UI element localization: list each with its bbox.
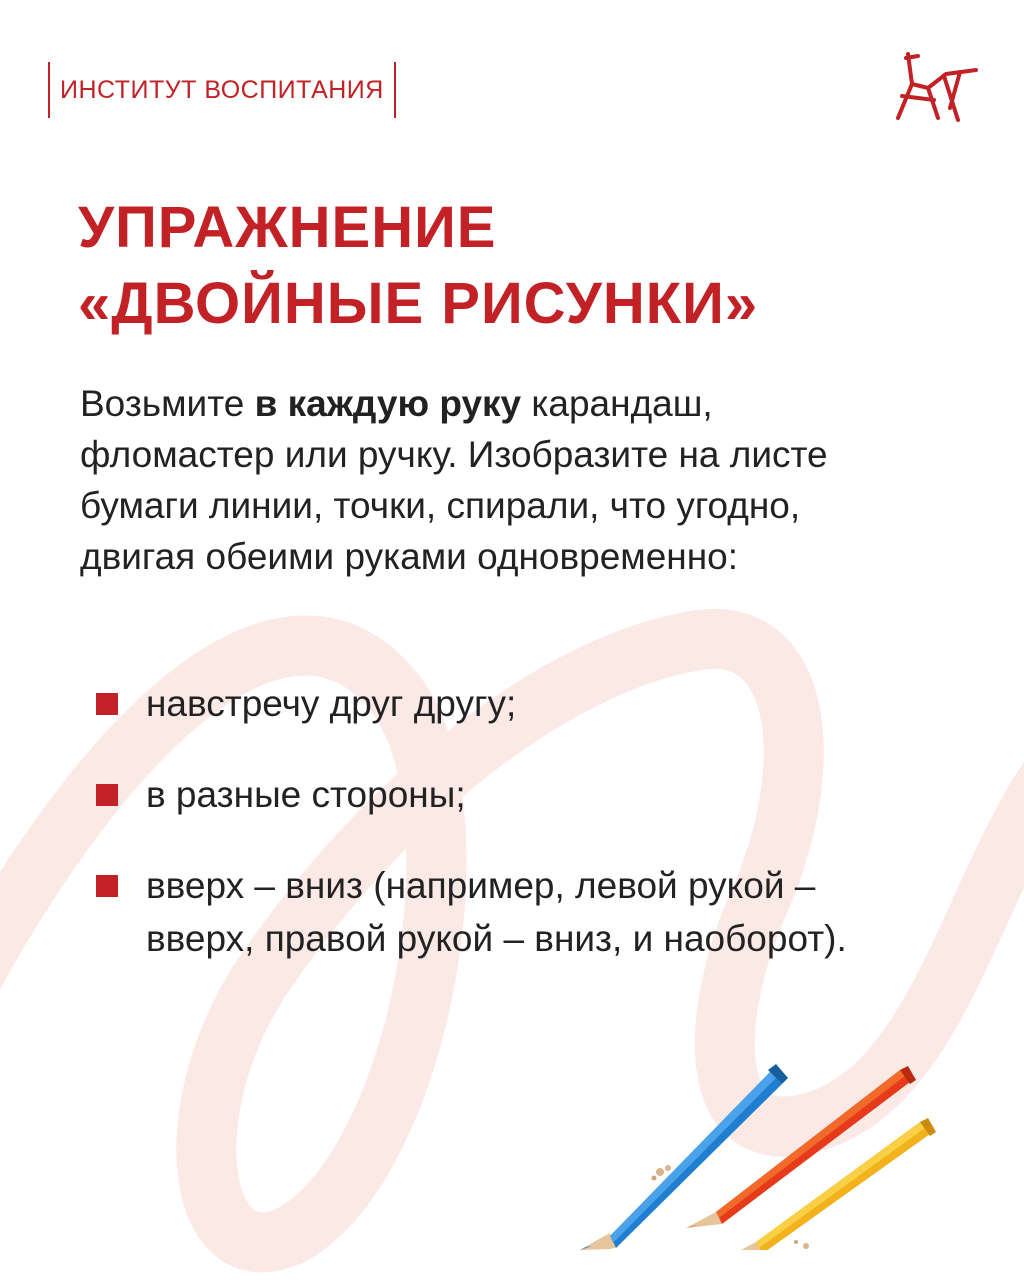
list-item-text: навстречу друг другу; xyxy=(146,683,517,724)
list-item-text: вверх – вниз (например, левой рукой – вверх, правой рукой – вниз, и наоборот). xyxy=(146,865,847,959)
orange-pencil xyxy=(686,1066,916,1228)
bullet-square-icon xyxy=(96,784,118,806)
list-item-text: в разные стороны; xyxy=(146,774,466,815)
instruction-list xyxy=(96,677,856,965)
bullet-square-icon xyxy=(96,875,118,897)
bullet-square-icon xyxy=(96,693,118,715)
institute-logo-icon xyxy=(888,48,984,124)
list-item xyxy=(96,677,856,730)
intro-text-start: Возьмите xyxy=(80,383,255,424)
brand-name: ИНСТИТУТ ВОСПИТАНИЯ xyxy=(60,75,384,104)
colored-pencils-icon xyxy=(570,1050,950,1250)
intro-emphasis: в каждую руку xyxy=(254,383,522,424)
page-title xyxy=(78,190,758,342)
brand-right-bar xyxy=(394,62,396,118)
title-line-2: «ДВОЙНЫЕ РИСУНКИ» xyxy=(78,271,759,336)
list-item xyxy=(96,768,856,821)
brand-header xyxy=(48,62,396,118)
list-item xyxy=(96,859,856,965)
title-line-1: УПРАЖНЕНИЕ xyxy=(78,195,497,260)
intro-text-end: карандаш, фломастер или ручку. Изобразите на листе бумаги линии, точки, спирали, что угодно, двигая обеими руками одновременно: xyxy=(80,383,828,577)
blue-pencil xyxy=(580,1064,788,1250)
intro-paragraph xyxy=(80,378,880,582)
